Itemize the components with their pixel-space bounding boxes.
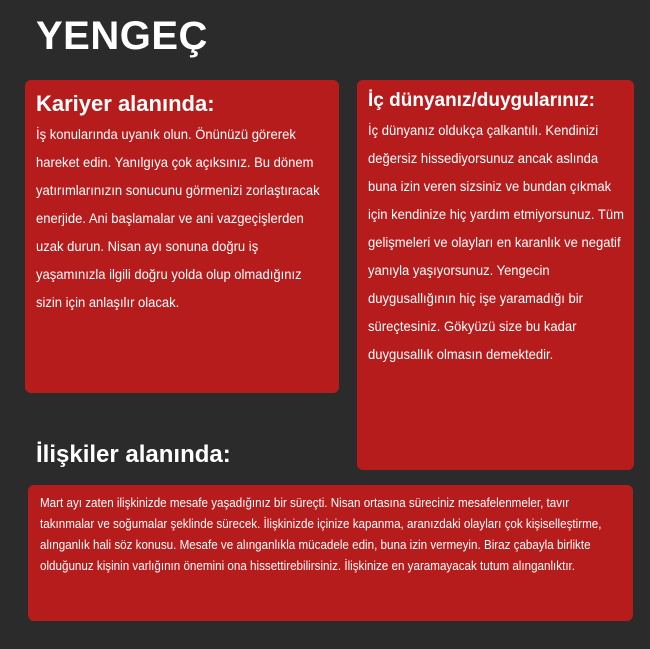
relations-box bbox=[28, 485, 633, 621]
inner-world-text: İç dünyanız oldukça çalkantılı. Kendinizi değersiz hissediyorsunuz ancak aslında buna izin veren sizsiniz ve bundan çıkmak için kendinize hiç yardım etmiyorsunuz. Tüm gelişmeleri ve olayları en karanlık ve negatif yanıyla yaşıyorsunuz. Yengecin duygusallığının hiç işe yaramadığı bir süreçtesiniz. Gökyüzü size bu kadar duygusallık olmasın demektedir. bbox=[368, 122, 624, 362]
relations-heading: İlişkiler alanında: bbox=[36, 441, 231, 468]
inner-world-box bbox=[357, 80, 634, 470]
career-text: İş konularında uyanık olun. Önünüzü görerek hareket edin. Yanılgıya çok açıksınız. Bu dönem yatırımlarınızın sonucunu görmenizi zorlaştıracak enerjide. Ani başlamalar ve ani vazgeçişlerden uzak durun. Nisan ayı sonuna doğru iş yaşamınızla ilgili doğru yolda olup olmadığınız sizin için anlaşılır olacak. bbox=[36, 126, 320, 310]
relations-text: Mart ayı zaten ilişkinizde mesafe yaşadığınız bir süreçti. Nisan ortasına süreciniz mesafelenmeler, tavır takınmalar ve soğumalar şeklinde sürecek. İlişkinizde içinize kapanma, aranızdaki olayları çok kişiselleştirme, alınganlık hali söz konusu. Mesafe ve alınganlıkla mücadele edin, buna izin vermeyin. Biraz çabayla birlikte olduğunuz kişinin varlığının önemini ona hissettirebilirsiniz. İlişkinize en yaramayacak tutum alınganlıktır. bbox=[40, 496, 602, 573]
career-heading: Kariyer alanında: bbox=[36, 91, 215, 116]
inner-world-heading: İç dünyanız/duygularınız: bbox=[368, 90, 595, 111]
page-title: YENGEÇ bbox=[36, 14, 208, 58]
career-box bbox=[25, 80, 339, 393]
